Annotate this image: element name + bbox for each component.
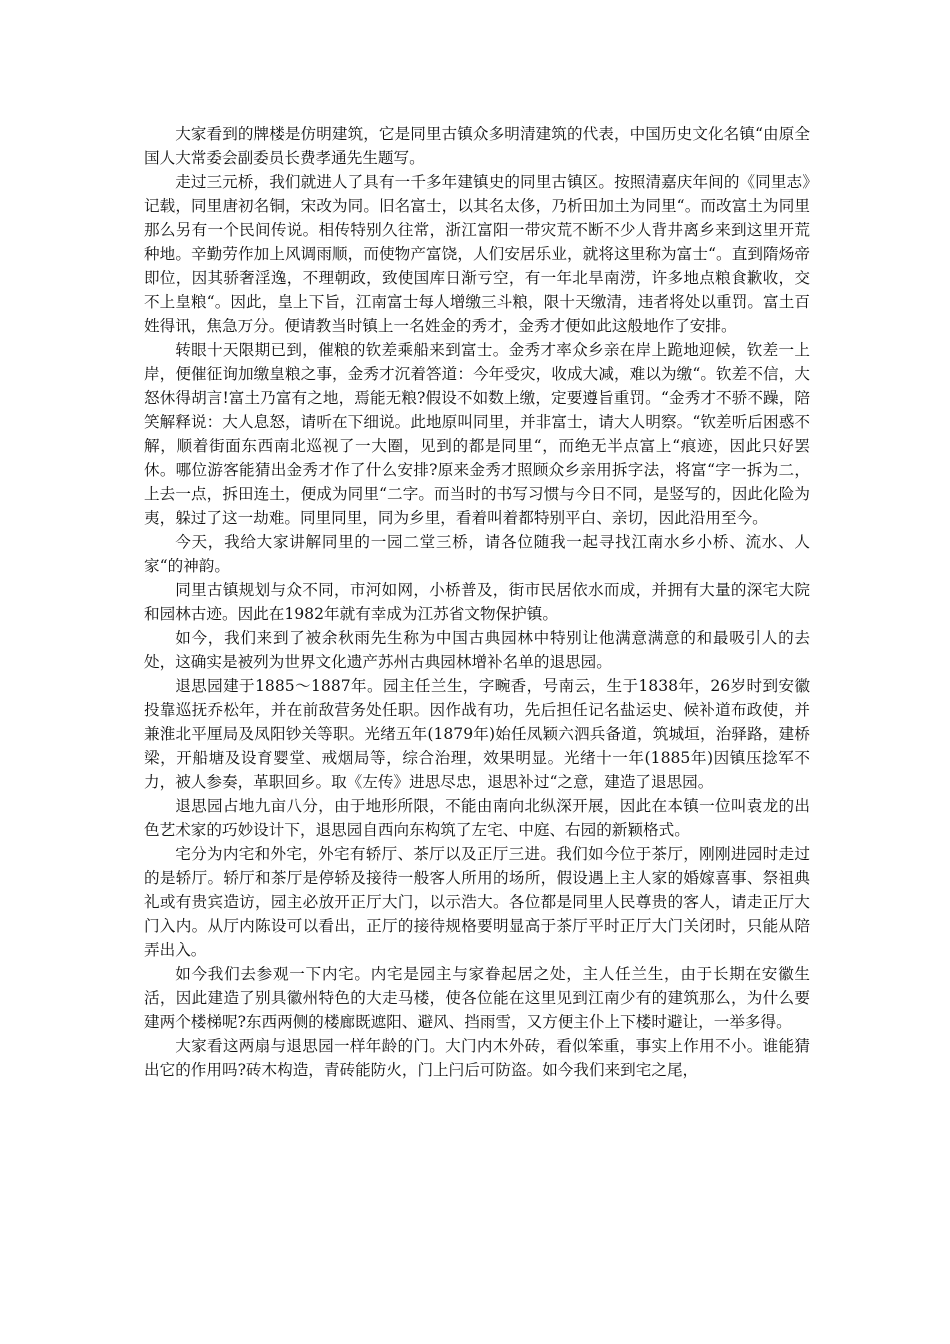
paragraph: 如今，我们来到了被余秋雨先生称为中国古典园林中特别让他满意满意的和最吸引人的去处，这确实是被列为世界文化遗产苏州古典园林增补名单的退思园。 — [144, 629, 810, 671]
paragraph: 走过三元桥，我们就进人了具有一千多年建镇史的同里古镇区。按照清嘉庆年间的《同里志》记载，同里唐初名铜，宋改为同。旧名富士，以其名太侈，乃析田加土为同里“。而改富土为同里那么另有一个民间传说。相传特别久往常，浙江富阳一带灾荒不断不少人背井离乡来到这里开荒种地。辛勤劳作加上风调雨顺，而使物产富饶，人们安居乐业，就将这里称为富士“。直到隋炀帝即位，因其骄奢淫逸，不理朝政，致使国库日渐亏空，有一年北旱南涝，许多地点粮食歉收，交不上皇粮“。因此，皇上下旨，江南富士每人增缴三斗粮，限十天缴清，违者将处以重罚。富土百姓得讯，焦急万分。便请教当时镇上一名姓金的秀才，金秀才便如此这般地作了安排。 — [144, 173, 810, 335]
document-body — [144, 122, 810, 1082]
paragraph: 宅分为内宅和外宅，外宅有轿厅、茶厅以及正厅三进。我们如今位于茶厅，刚刚进园时走过的是轿厅。轿厅和茶厅是停轿及接待一般客人所用的场所，假设遇上主人家的婚嫁喜事、祭祖典礼或有贵宾造访，园主必放开正厅大门，以示浩大。各位都是同里人民尊贵的客人，请走正厅大门入内。从厅内陈设可以看出，正厅的接待规格要明显高于茶厅平时正厅大门关闭时，只能从陪弄出入。 — [144, 845, 810, 959]
paragraph: 大家看这两扇与退思园一样年龄的门。大门内木外砖，看似笨重，事实上作用不小。谁能猜出它的作用吗?砖木构造，青砖能防火，门上闩后可防盗。如今我们来到宅之尾， — [144, 1037, 810, 1079]
paragraph: 如今我们去参观一下内宅。内宅是园主与家眷起居之处，主人任兰生，由于长期在安徽生活，因此建造了别具徽州特色的大走马楼，使各位能在这里见到江南少有的建筑那么，为什么要建两个楼梯呢?东西两侧的楼廊既遮阳、避风、挡雨雪，又方便主仆上下楼时避让，一举多得。 — [144, 965, 810, 1031]
paragraph: 转眼十天限期已到，催粮的钦差乘船来到富士。金秀才率众乡亲在岸上跪地迎候，钦差一上岸，便催征询加缴皇粮之事，金秀才沉着答道：今年受灾，收成大减，难以为缴“。钦差不信，大怒休得胡言!富土乃富有之地，焉能无粮?假设不如数上缴，定要遵旨重罚。“金秀才不骄不躁，陪笑解释说：大人息怒，请听在下细说。此地原叫同里，并非富士，请大人明察。“钦差听后困惑不解，顺着街面东西南北巡视了一大圈，见到的都是同里“，而绝无半点富上“痕迹，因此只好罢休。哪位游客能猜出金秀才作了什么安排?原来金秀才照顾众乡亲用拆字法，将富“字一拆为二，上去一点，拆田连土，便成为同里“二字。而当时的书写习惯与今日不同，是竖写的，因此化险为夷，躲过了这一劫难。同里同里，同为乡里，看着叫着都特别平白、亲切，因此沿用至今。 — [144, 341, 810, 527]
paragraph: 大家看到的牌楼是仿明建筑，它是同里古镇众多明清建筑的代表，中国历史文化名镇“由原全国人大常委会副委员长费孝通先生题写。 — [144, 125, 810, 167]
paragraph: 退思园建于1885～1887年。园主任兰生，字畹香，号南云，生于1838年，26岁时到安徽投靠巡抚乔松年，并在前敌营务处任职。因作战有功，先后担任记名盐运史、候补道布政使，并兼淮北平厘局及凤阳钞关等职。光绪五年(1879年)始任凤颖六泗兵备道，筑城垣，治驿路，建桥梁，开船塘及设育婴堂、戒烟局等，综合治理，效果明显。光绪十一年(1885年)因镇压捻军不力，被人参奏，革职回乡。取《左传》进思尽忠，退思补过“之意，建造了退思园。 — [144, 677, 810, 791]
paragraph: 同里古镇规划与众不同，市河如网，小桥普及，街市民居依水而成，并拥有大量的深宅大院和园林古迹。因此在1982年就有幸成为江苏省文物保护镇。 — [144, 581, 810, 623]
paragraph: 今天，我给大家讲解同里的一园二堂三桥，请各位随我一起寻找江南水乡小桥、流水、人家“的神韵。 — [144, 533, 810, 575]
paragraph: 退思园占地九亩八分，由于地形所限，不能由南向北纵深开展，因此在本镇一位叫袁龙的出色艺术家的巧妙设计下，退思园自西向东构筑了左宅、中庭、右园的新颖格式。 — [144, 797, 810, 839]
